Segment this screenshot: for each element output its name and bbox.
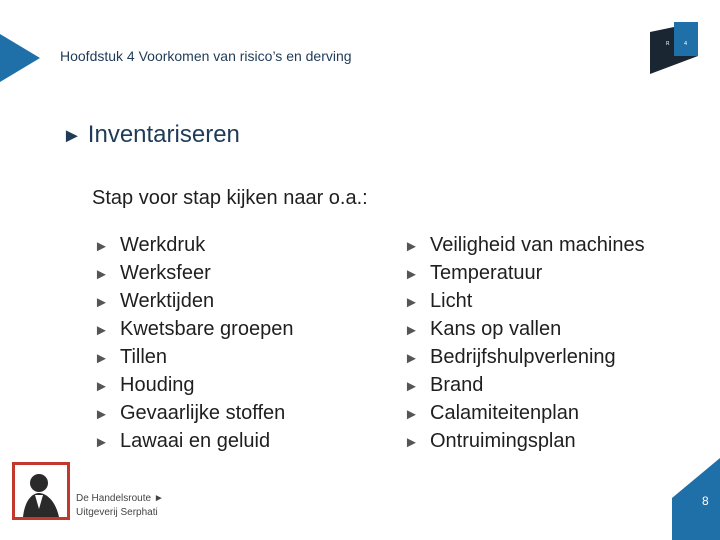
heading-arrow-icon: ► — [62, 125, 82, 147]
item-label: Bedrijfshulpverlening — [430, 346, 616, 368]
bullet-arrow-icon: ► — [404, 350, 419, 367]
left-triangle-decoration — [0, 34, 40, 82]
list-item — [404, 287, 645, 315]
item-label: Lawaai en geluid — [120, 430, 271, 452]
item-label: Ontruimingsplan — [430, 430, 576, 452]
list-item — [94, 315, 293, 343]
corner-logo-icon — [650, 22, 698, 74]
item-label: Temperatuur — [430, 262, 543, 284]
item-label: Brand — [430, 374, 484, 396]
list-item — [94, 371, 293, 399]
list-item — [404, 259, 645, 287]
right-bullet-list — [404, 231, 645, 455]
page-badge-shape — [672, 458, 720, 540]
item-label: Kans op vallen — [430, 318, 562, 340]
portrait-icon — [15, 465, 67, 517]
list-item — [404, 371, 645, 399]
bullet-arrow-icon: ► — [404, 294, 419, 311]
bullet-arrow-icon: ► — [94, 266, 109, 283]
publisher-line-2: Uitgeverij Serphati — [76, 507, 158, 518]
publisher-line-1: De Handelsroute ► — [76, 493, 164, 504]
list-item — [404, 231, 645, 259]
item-label: Gevaarlijke stoffen — [120, 402, 286, 424]
left-bullet-list — [94, 231, 293, 455]
list-item — [94, 427, 293, 455]
bullet-arrow-icon: ► — [94, 322, 109, 339]
intro-text: Stap voor stap kijken naar o.a.: — [92, 187, 368, 209]
bullet-arrow-icon: ► — [94, 350, 109, 367]
publisher-logo — [12, 462, 182, 526]
list-item — [404, 343, 645, 371]
list-item — [404, 399, 645, 427]
bullet-arrow-icon: ► — [404, 238, 419, 255]
heading-text: Inventariseren — [87, 121, 240, 148]
svg-text:4: 4 — [684, 41, 688, 47]
bullet-arrow-icon: ► — [404, 322, 419, 339]
item-label: Veiligheid van machines — [430, 234, 645, 256]
bullet-arrow-icon: ► — [404, 266, 419, 283]
bullet-arrow-icon: ► — [404, 406, 419, 423]
bullet-arrow-icon: ► — [404, 434, 419, 451]
item-label: Kwetsbare groepen — [120, 318, 294, 340]
bullet-arrow-icon: ► — [94, 434, 109, 451]
page-number: 8 — [702, 494, 709, 508]
item-label: Werkdruk — [120, 234, 206, 256]
list-item — [404, 427, 645, 455]
list-item — [94, 343, 293, 371]
item-label: Werktijden — [120, 290, 215, 312]
list-item — [94, 231, 293, 259]
bullet-arrow-icon: ► — [94, 378, 109, 395]
bullet-arrow-icon: ► — [94, 406, 109, 423]
bullet-arrow-icon: ► — [94, 294, 109, 311]
list-item — [94, 399, 293, 427]
bullet-arrow-icon: ► — [94, 238, 109, 255]
list-item — [94, 259, 293, 287]
publisher-name — [76, 492, 164, 520]
list-item — [94, 287, 293, 315]
bullet-arrow-icon: ► — [404, 378, 419, 395]
item-label: Calamiteitenplan — [430, 402, 579, 424]
item-label: Tillen — [120, 346, 168, 368]
list-item — [404, 315, 645, 343]
item-label: Houding — [120, 374, 195, 396]
item-label: Licht — [430, 290, 473, 312]
section-heading — [62, 121, 240, 149]
portrait-frame — [12, 462, 70, 520]
svg-text:R: R — [666, 41, 670, 47]
item-label: Werksfeer — [120, 262, 211, 284]
chapter-title: Hoofdstuk 4 Voorkomen van risico’s en derving — [60, 48, 352, 64]
